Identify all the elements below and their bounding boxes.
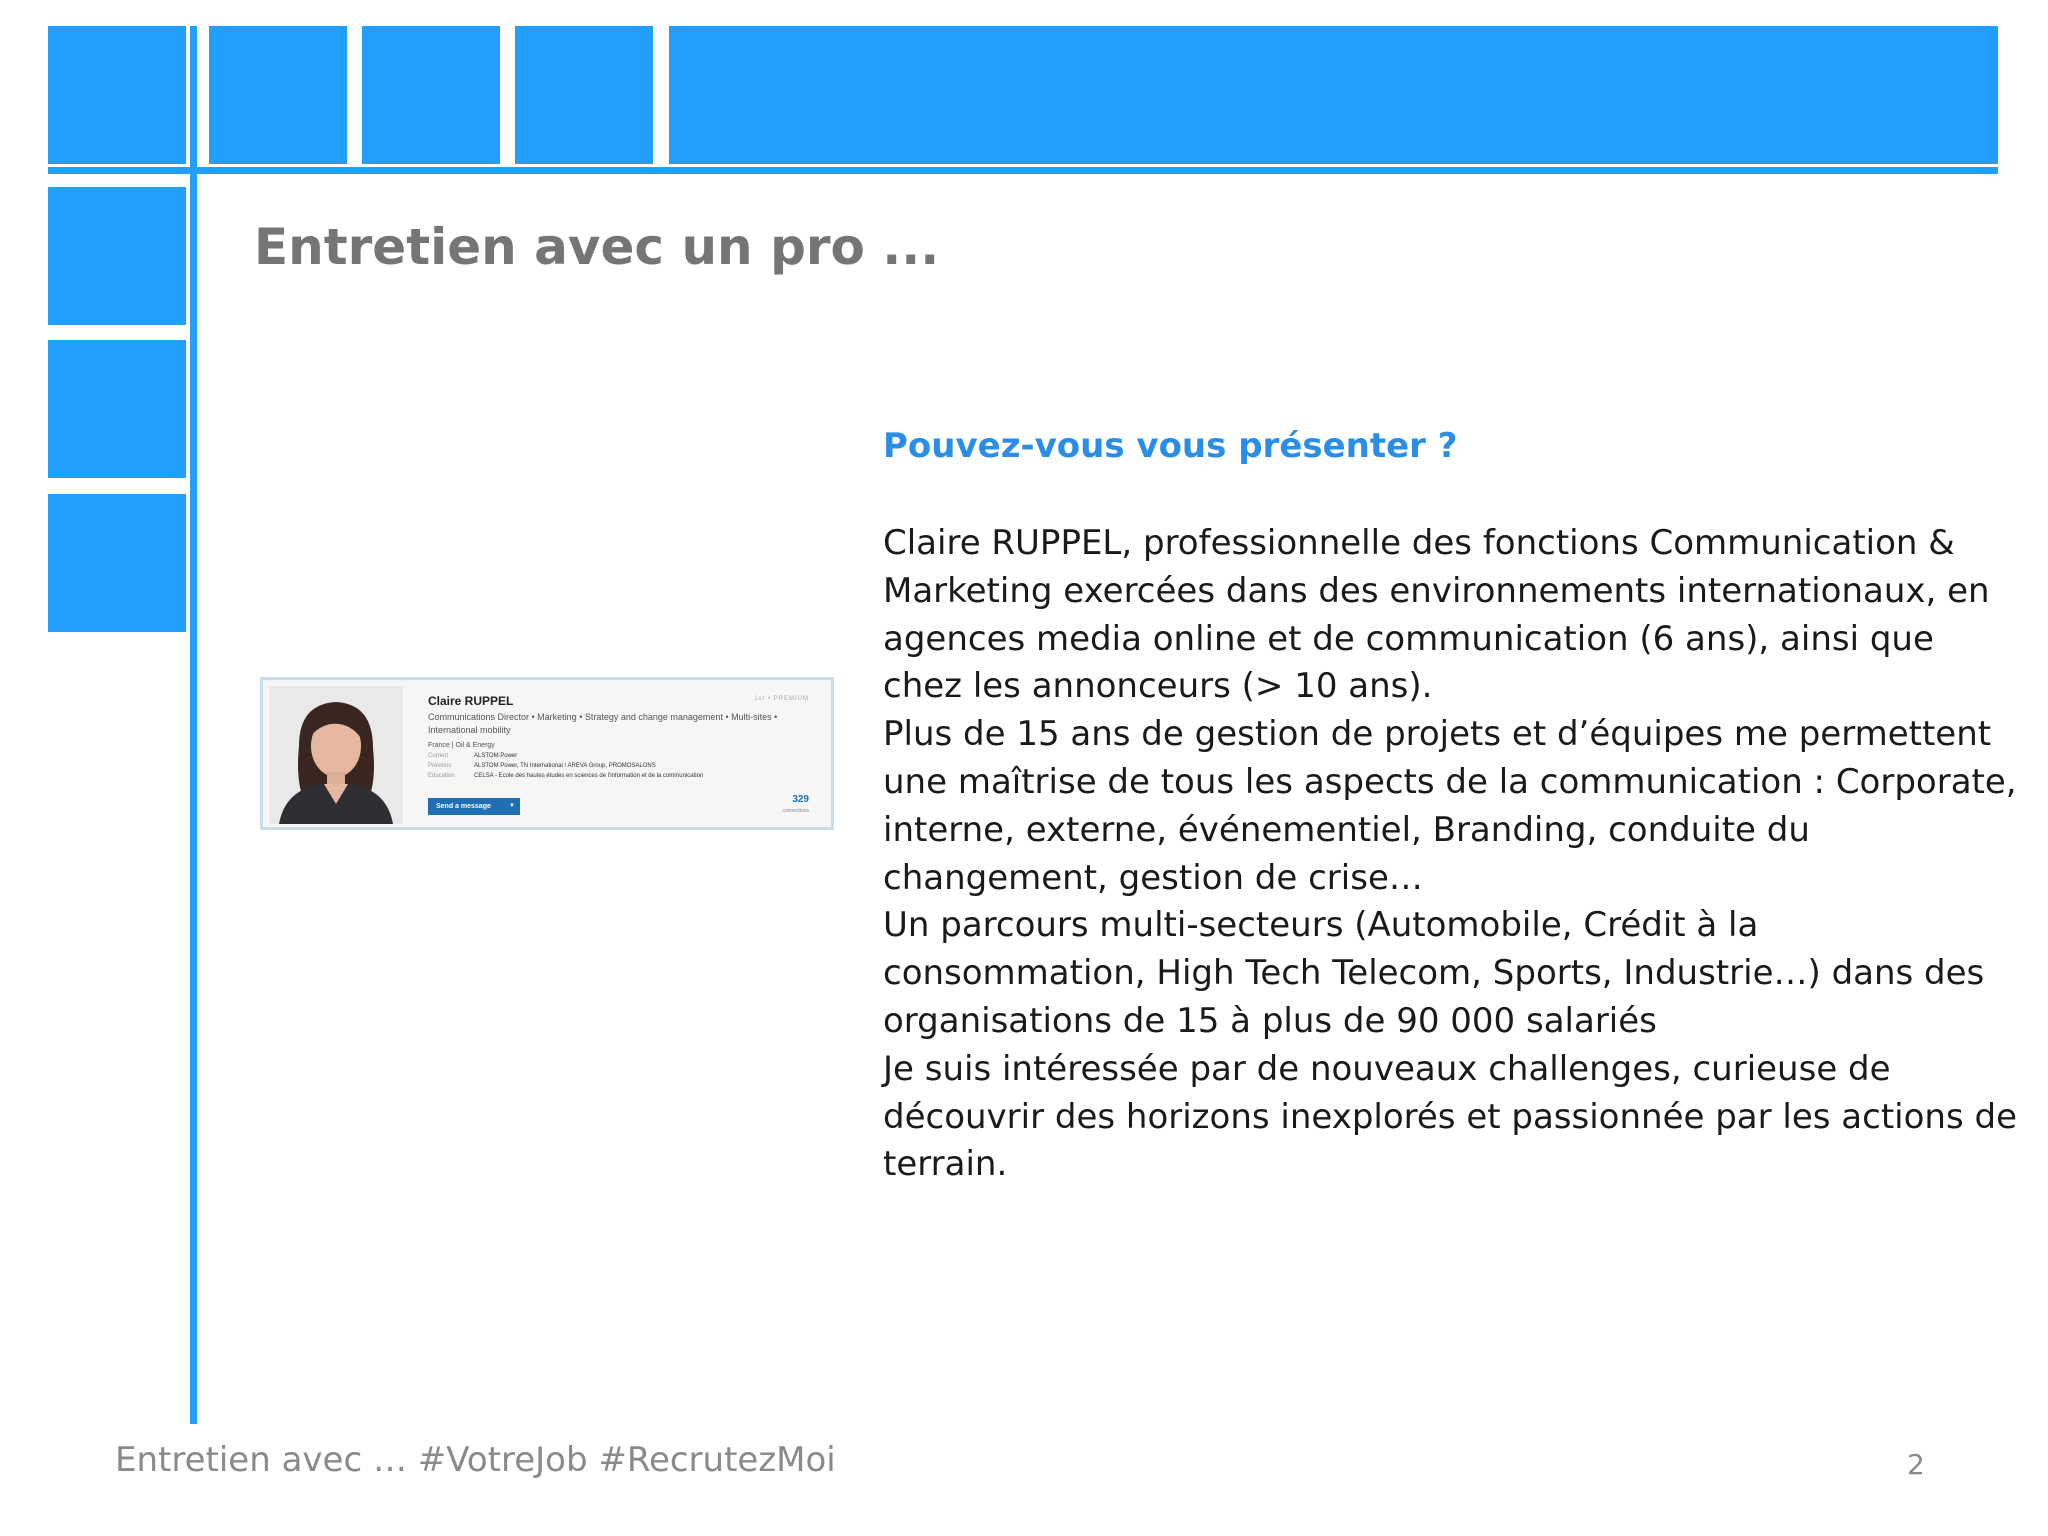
send-message-button[interactable]	[428, 798, 520, 815]
vertical-divider	[190, 26, 197, 1424]
profile-name: Claire RUPPEL	[428, 694, 514, 708]
profile-card	[260, 677, 834, 830]
chevron-down-icon[interactable]: ▼	[509, 803, 515, 809]
education-value: CELSA - Ecole des hautes études en sciences de l'information et de la communication	[474, 773, 704, 779]
side-block-2	[48, 340, 186, 478]
profile-location: France | Oil & Energy	[428, 742, 495, 749]
send-message-label: Send a message	[436, 803, 491, 810]
premium-badge: 1st • PREMIUM	[754, 696, 809, 702]
header-block-1	[48, 26, 186, 164]
current-value: ALSTOM Power	[474, 753, 518, 759]
portrait-image	[269, 686, 403, 824]
answer-text	[883, 520, 2023, 1189]
profile-headline: Communications Director • Marketing • Strategy and change management • Multi-sites • International mobility	[428, 712, 778, 735]
horizontal-divider	[48, 167, 1998, 174]
page-number: 2	[1907, 1448, 1925, 1481]
answer-paragraph-1: Claire RUPPEL, professionnelle des fonctions Communication & Marketing exercées dans des environnements internationaux, en agences media online et de communication (6 ans), ainsi que chez les annonceurs (> 10 ans).	[883, 523, 1990, 707]
previous-value: ALSTOM Power, TN International / AREVA Group, PROMOSALONS	[474, 763, 656, 769]
previous-label: Previous	[428, 763, 452, 769]
profile-education-row	[428, 773, 819, 779]
side-block-3	[48, 494, 186, 632]
header-block-4	[515, 26, 653, 164]
header-banner	[669, 26, 1998, 164]
connections-count: 329	[792, 794, 809, 805]
side-block-1	[48, 187, 186, 325]
profile-previous-row	[428, 763, 819, 769]
answer-paragraph-4: Je suis intéressée par de nouveaux challenges, curieuse de découvrir des horizons inexplorés et passionnée par les actions de terrain.	[883, 1048, 2017, 1185]
answer-paragraph-3: Un parcours multi-secteurs (Automobile, Crédit à la consommation, High Tech Telecom, Sports, Industrie…) dans des organisations de 15 à plus de 90 000 salariés	[883, 905, 1985, 1041]
profile-info	[428, 694, 819, 779]
slide-footer: Entretien avec … #VotreJob #RecrutezMoi	[115, 1440, 836, 1480]
header-block-2	[209, 26, 347, 164]
slide-title: Entretien avec un pro ...	[254, 218, 940, 276]
profile-photo	[269, 686, 403, 824]
connections-label: connections	[782, 808, 809, 814]
profile-current-row	[428, 753, 819, 759]
education-label: Education	[428, 773, 455, 779]
answer-paragraph-2: Plus de 15 ans de gestion de projets et d’équipes me permettent une maîtrise de tous les aspects de la communication : Corporate, interne, externe, événementiel, Branding, conduite du changement, gestion de crise…	[883, 714, 2017, 898]
interview-question: Pouvez-vous vous présenter ?	[883, 426, 1458, 466]
current-label: Current	[428, 753, 449, 759]
header-block-3	[362, 26, 500, 164]
